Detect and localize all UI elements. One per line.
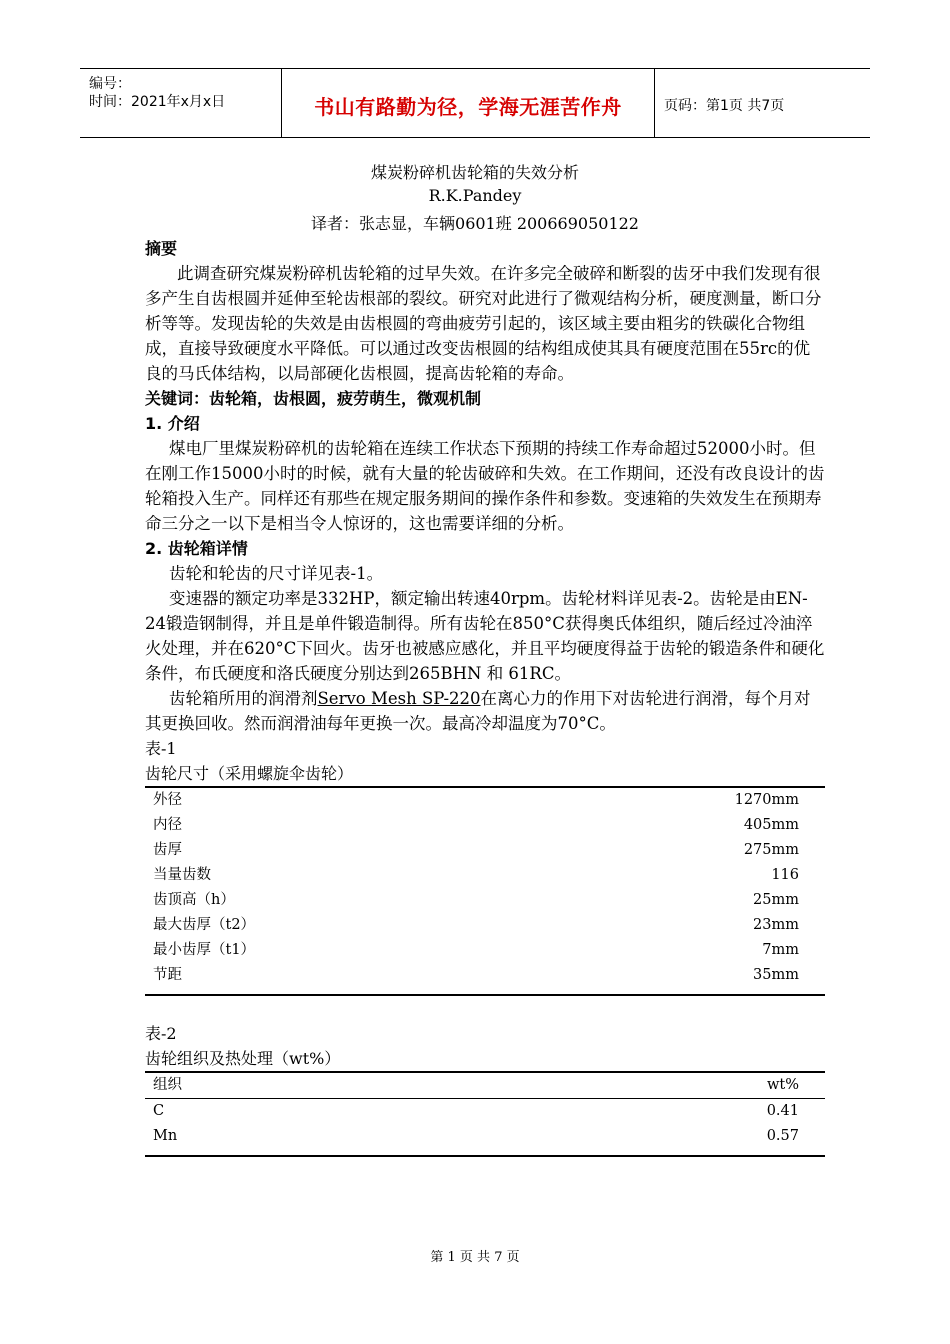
- lubricant-name: Servo Mesh SP-220: [317, 689, 481, 708]
- page-info: 页码：第1页 共7页: [664, 98, 785, 114]
- para3-after: 在离心力的作用下对齿轮进行润滑，每个月对其更换回收。然而润滑油每年更换一次。最高冷却温度为70°C。: [145, 689, 811, 733]
- table-row: [145, 1099, 825, 1125]
- row-value: 405mm: [743, 817, 799, 833]
- row-value: 23mm: [753, 917, 799, 933]
- row-value: 1270mm: [734, 792, 799, 808]
- section2-para2: 变速器的额定功率是332HP，额定输出转速40rpm。齿轮材料详见表-2。齿轮是由EN-24锻造钢制得，并且是单件锻造制得。所有齿轮在850°C获得奥氏体组织，随后经过冷油淬火处理，并在620°C下回火。齿牙也被感应感化，并且平均硬度得益于齿轮的锻造条件和硬化条件，布氏硬度和洛氏硬度分别达到265BHN 和 61RC。: [145, 589, 825, 683]
- row-value: 275mm: [743, 842, 799, 858]
- row-name: 内径: [153, 817, 182, 833]
- table-row: [145, 788, 825, 813]
- table-row: [145, 963, 825, 988]
- table-spacer: [145, 996, 825, 1021]
- table-header-row: [145, 1073, 825, 1099]
- row-value: 0.41: [766, 1103, 799, 1119]
- row-value: 7mm: [762, 942, 799, 958]
- abstract-text: 此调查研究煤炭粉碎机齿轮箱的过早失效。在许多完全破碎和断裂的齿牙中我们发现有很多产生自齿根圆并延伸至轮齿根部的裂纹。研究对此进行了微观结构分析，硬度测量，断口分析等等。发现齿轮的失效是由齿根圆的弯曲疲劳引起的，该区域主要由粗劣的铁碳化合物组成，直接导致硬度水平降低。可以通过改变齿根圆的结构组成使其具有硬度范围在55rc的优良的马氏体结构，以局部硬化齿根圆，提高齿轮箱的寿命。: [145, 264, 822, 383]
- table2-label: 表-2: [145, 1024, 177, 1043]
- row-name: C: [153, 1103, 165, 1119]
- header-name: 组织: [145, 1073, 420, 1099]
- table-row: [145, 888, 825, 913]
- section1-text: 煤电厂里煤炭粉碎机的齿轮箱在连续工作状态下预期的持续工作寿命超过52000小时。但在刚工作15000小时的时候，就有大量的轮齿破碎和失效。在工作期间，还没有改良设计的齿轮箱投入生产。同样还有那些在规定服务期间的操作条件和参数。变速箱的失效发生在预期寿命三分之一以下是相当令人惊讶的，这也需要详细的分析。: [145, 439, 825, 533]
- serial-label: 编号：: [89, 76, 131, 92]
- table1-label: 表-1: [145, 739, 177, 758]
- row-name: 最小齿厚（t1）: [153, 942, 256, 958]
- keywords: 关键词：齿轮箱，齿根圆，疲劳萌生，微观机制: [145, 389, 482, 408]
- row-name: 节距: [153, 967, 182, 983]
- table-row: [145, 838, 825, 863]
- row-value: 116: [771, 867, 799, 883]
- table2: [145, 1071, 825, 1157]
- row-name: 齿顶高（h）: [153, 892, 235, 908]
- table-row: [145, 913, 825, 938]
- row-name: 齿厚: [153, 842, 182, 858]
- table-row: [145, 863, 825, 888]
- header-mid-cell: [281, 69, 655, 137]
- table2-caption: 齿轮组织及热处理（wt%）: [145, 1049, 341, 1068]
- table-row: [145, 1124, 825, 1149]
- row-value: 35mm: [753, 967, 799, 983]
- row-value: 25mm: [753, 892, 799, 908]
- section2-para1: 齿轮和轮齿的尺寸详见表-1。: [169, 564, 384, 583]
- translator: 译者：张志显，车辆0601班 200669050122: [311, 214, 639, 233]
- author: R.K.Pandey: [428, 186, 522, 205]
- table-row: [145, 938, 825, 963]
- document-title: 煤炭粉碎机齿轮箱的失效分析: [370, 163, 579, 182]
- abstract-heading: 摘要: [145, 239, 178, 258]
- section2-para3: [145, 686, 825, 736]
- header-value: wt%: [420, 1073, 825, 1099]
- header-table: [80, 68, 870, 138]
- section2-heading: 2. 齿轮箱详情: [145, 539, 248, 558]
- header-right-cell: [654, 69, 870, 137]
- row-name: 最大齿厚（t2）: [153, 917, 256, 933]
- table-row: [145, 813, 825, 838]
- row-name: 当量齿数: [153, 867, 211, 883]
- row-name: 外径: [153, 792, 182, 808]
- header-left-cell: [80, 69, 280, 137]
- row-name: Mn: [153, 1128, 178, 1144]
- document-body: [145, 236, 825, 1157]
- row-value: 0.57: [766, 1128, 799, 1144]
- motto: 书山有路勤为径，学海无涯苦作舟: [314, 95, 622, 119]
- table1: [145, 786, 825, 996]
- page-footer: 第 1 页 共 7 页: [430, 1250, 520, 1265]
- date-label: 时间：2021年x月x日: [89, 94, 226, 110]
- para3-before: 齿轮箱所用的润滑剂: [169, 689, 318, 708]
- section1-heading: 1. 介绍: [145, 414, 200, 433]
- table1-caption: 齿轮尺寸（采用螺旋伞齿轮）: [145, 764, 354, 783]
